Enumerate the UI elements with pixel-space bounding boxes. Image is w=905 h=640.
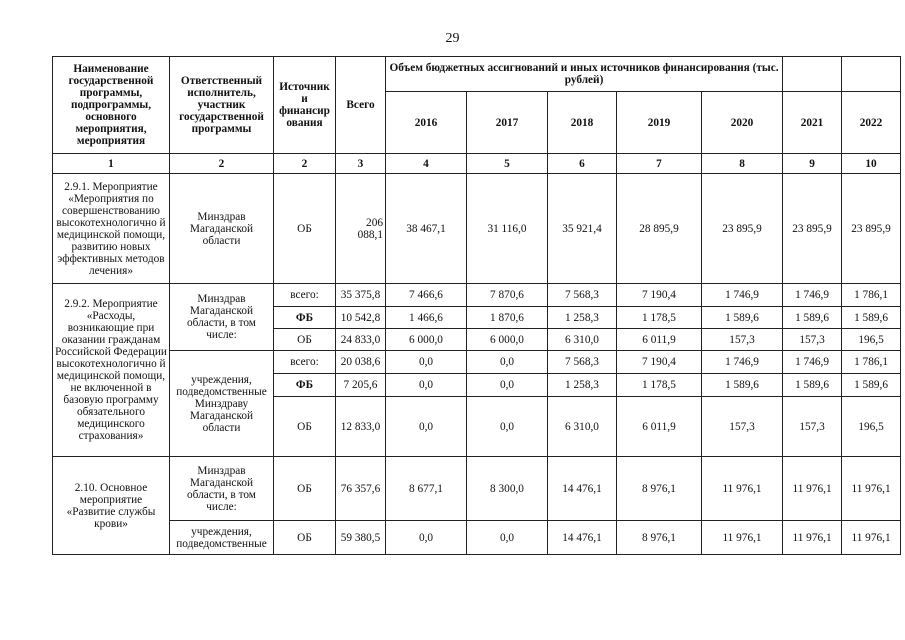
value-cell: 1 589,6 <box>842 307 901 329</box>
source-cell: ОБ <box>274 521 336 555</box>
value-cell: 1 746,9 <box>702 284 783 307</box>
value-cell: 7 568,3 <box>548 284 617 307</box>
value-cell: 1 589,6 <box>702 374 783 397</box>
header-row-1 <box>53 57 901 92</box>
value-cell: 11 976,1 <box>702 457 783 521</box>
column-number: 4 <box>386 154 467 174</box>
header-total: Всего <box>336 57 386 154</box>
executor-cell: Минздрав Магаданской области, в том числе: <box>170 284 274 351</box>
item-name: 2.9.1. Мероприятие «Мероприятия по совершенствованию высокотехнологично й медицинской помощи, развитию новых эффективных методов лечения» <box>53 174 170 284</box>
value-cell: 38 467,1 <box>386 174 467 284</box>
executor-cell: учреждения, подведомственные Минздраву Магаданской области <box>170 351 274 457</box>
value-cell: 11 976,1 <box>702 521 783 555</box>
value-cell: 6 310,0 <box>548 397 617 457</box>
column-number: 6 <box>548 154 617 174</box>
executor-cell: Минздрав Магаданской области, в том числе: <box>170 457 274 521</box>
value-cell: 157,3 <box>783 329 842 351</box>
value-cell: 6 000,0 <box>386 329 467 351</box>
total-cell: 24 833,0 <box>336 329 386 351</box>
value-cell: 7 190,4 <box>617 284 702 307</box>
column-number: 3 <box>336 154 386 174</box>
value-cell: 1 258,3 <box>548 374 617 397</box>
value-cell: 35 921,4 <box>548 174 617 284</box>
value-cell: 6 011,9 <box>617 329 702 351</box>
value-cell: 6 000,0 <box>467 329 548 351</box>
header-name: Наименование государственной программы, подпрограммы, основного мероприятия, мероприятия <box>53 57 170 154</box>
source-cell: ОБ <box>274 174 336 284</box>
value-cell: 1 589,6 <box>702 307 783 329</box>
value-cell: 31 116,0 <box>467 174 548 284</box>
value-cell: 1 178,5 <box>617 374 702 397</box>
header-executor: Ответственный исполнитель, участник государственной программы <box>170 57 274 154</box>
value-cell: 157,3 <box>702 397 783 457</box>
page-number: 29 <box>445 31 460 46</box>
column-number-row <box>53 154 901 174</box>
executor-cell: учреждения, подведомственные <box>170 521 274 555</box>
value-cell: 1 870,6 <box>467 307 548 329</box>
header-source: Источник и финансир ования <box>274 57 336 154</box>
value-cell: 0,0 <box>386 397 467 457</box>
item-name: 2.9.2. Мероприятие «Расходы, возникающие при оказании гражданам Российской Федерации высокотехнологично й медицинской помощи, не включенной в базовую программу обязательного медицинского страхования» <box>53 284 170 457</box>
value-cell: 8 300,0 <box>467 457 548 521</box>
total-cell: 59 380,5 <box>336 521 386 555</box>
value-cell: 14 476,1 <box>548 457 617 521</box>
year-header: 2021 <box>783 92 842 154</box>
header-blank-10 <box>842 57 901 92</box>
value-cell: 1 589,6 <box>783 374 842 397</box>
value-cell: 28 895,9 <box>617 174 702 284</box>
value-cell: 0,0 <box>467 397 548 457</box>
source-cell: ФБ <box>274 374 336 397</box>
table-row <box>53 521 901 555</box>
year-header: 2022 <box>842 92 901 154</box>
value-cell: 8 677,1 <box>386 457 467 521</box>
source-cell: ФБ <box>274 307 336 329</box>
table-row <box>53 174 901 284</box>
total-cell: 7 205,6 <box>336 374 386 397</box>
value-cell: 0,0 <box>386 521 467 555</box>
value-cell: 7 190,4 <box>617 351 702 374</box>
year-header: 2018 <box>548 92 617 154</box>
value-cell: 1 786,1 <box>842 351 901 374</box>
value-cell: 8 976,1 <box>617 457 702 521</box>
value-cell: 1 178,5 <box>617 307 702 329</box>
year-header: 2016 <box>386 92 467 154</box>
value-cell: 196,5 <box>842 397 901 457</box>
header-blank-9 <box>783 57 842 92</box>
value-cell: 23 895,9 <box>702 174 783 284</box>
value-cell: 0,0 <box>467 374 548 397</box>
total-cell: 20 038,6 <box>336 351 386 374</box>
value-cell: 23 895,9 <box>783 174 842 284</box>
column-number: 1 <box>53 154 170 174</box>
value-cell: 7 466,6 <box>386 284 467 307</box>
column-number: 2 <box>170 154 274 174</box>
value-cell: 157,3 <box>783 397 842 457</box>
value-cell: 1 746,9 <box>783 284 842 307</box>
table-row <box>53 457 901 521</box>
value-cell: 8 976,1 <box>617 521 702 555</box>
value-cell: 1 589,6 <box>783 307 842 329</box>
value-cell: 7 870,6 <box>467 284 548 307</box>
source-cell: ОБ <box>274 397 336 457</box>
year-header: 2020 <box>702 92 783 154</box>
item-name: 2.10. Основное мероприятие «Развитие службы крови» <box>53 457 170 555</box>
column-number: 9 <box>783 154 842 174</box>
column-number: 2 <box>274 154 336 174</box>
value-cell: 0,0 <box>467 351 548 374</box>
value-cell: 6 310,0 <box>548 329 617 351</box>
value-cell: 11 976,1 <box>783 457 842 521</box>
value-cell: 7 568,3 <box>548 351 617 374</box>
value-cell: 1 746,9 <box>783 351 842 374</box>
column-number: 10 <box>842 154 901 174</box>
value-cell: 1 466,6 <box>386 307 467 329</box>
value-cell: 0,0 <box>386 351 467 374</box>
value-cell: 1 258,3 <box>548 307 617 329</box>
value-cell: 157,3 <box>702 329 783 351</box>
total-cell: 206 088,1 <box>336 174 386 284</box>
table-row <box>53 351 901 374</box>
source-cell: ОБ <box>274 329 336 351</box>
source-cell: всего: <box>274 284 336 307</box>
value-cell: 11 976,1 <box>842 521 901 555</box>
total-cell: 12 833,0 <box>336 397 386 457</box>
value-cell: 1 746,9 <box>702 351 783 374</box>
value-cell: 196,5 <box>842 329 901 351</box>
executor-cell: Минздрав Магаданской области <box>170 174 274 284</box>
value-cell: 23 895,9 <box>842 174 901 284</box>
year-header: 2017 <box>467 92 548 154</box>
column-number: 5 <box>467 154 548 174</box>
budget-table <box>52 56 901 555</box>
value-cell: 0,0 <box>467 521 548 555</box>
column-number: 7 <box>617 154 702 174</box>
value-cell: 1 786,1 <box>842 284 901 307</box>
value-cell: 11 976,1 <box>783 521 842 555</box>
value-cell: 6 011,9 <box>617 397 702 457</box>
total-cell: 35 375,8 <box>336 284 386 307</box>
source-cell: всего: <box>274 351 336 374</box>
value-cell: 14 476,1 <box>548 521 617 555</box>
column-number: 8 <box>702 154 783 174</box>
header-volume: Объем бюджетных ассигнований и иных источников финансирования (тыс. рублей) <box>386 57 783 92</box>
year-header: 2019 <box>617 92 702 154</box>
total-cell: 76 357,6 <box>336 457 386 521</box>
value-cell: 11 976,1 <box>842 457 901 521</box>
table-row <box>53 284 901 307</box>
source-cell: ОБ <box>274 457 336 521</box>
value-cell: 0,0 <box>386 374 467 397</box>
value-cell: 1 589,6 <box>842 374 901 397</box>
total-cell: 10 542,8 <box>336 307 386 329</box>
